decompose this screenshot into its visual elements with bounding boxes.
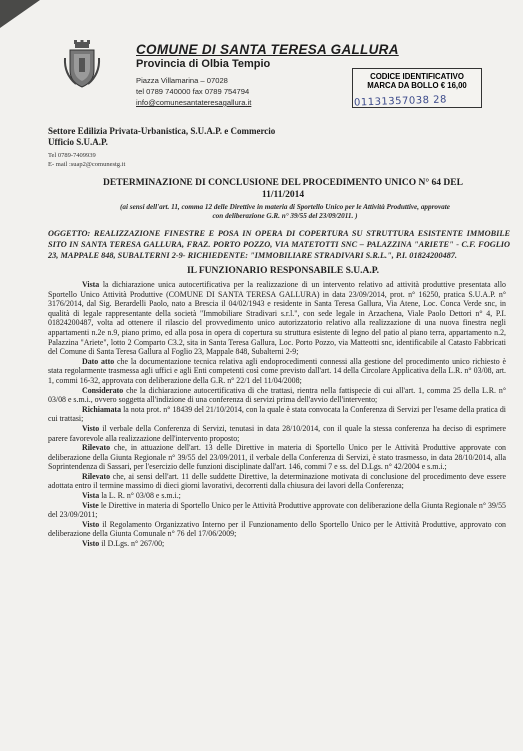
paragraph-lead: Considerato — [82, 385, 124, 395]
body-paragraph — [48, 424, 506, 443]
stamp-handwritten-code: 01131357038 28 — [353, 94, 448, 109]
body-paragraph — [48, 443, 506, 472]
subject-paragraph: OGGETTO: REALIZZAZIONE FINESTRE E POSA IN OPERA DI COPERTURA SU STRUTTURA ESISTENTE IMMOBILE SITO IN SANTA TERESA GALLURA, FRAZ. PORTO POZZO, VIA MATETOTTI SNC – PALAZZINA "ARIETE" - C.F. FOGLIO 23, MAPPALE 848, SUBALTERNI 2-9- RICHIEDENTE: "IMMOBILIARE STRADIVARI S.R.L.", P.I. 01824200487. — [48, 229, 510, 260]
comune-phone: tel 0789 740000 fax 0789 754794 — [136, 87, 250, 96]
body-paragraph — [48, 357, 506, 386]
paragraph-lead: Rilevato — [82, 471, 111, 481]
body-paragraph — [48, 520, 506, 539]
paragraph-text: la dichiarazione unica autocertificativa per la realizzazione di un intervento relativo ad attività produttive presentata allo Sportello Unico Attività Produttive (COMUNE DI SANTA TERESA GALLURA) in data 23/09/2014, prot. n° 16250, pratica S.U.A.P. n° 3176/2014, dal Sig. Berardelli Paolo, nato a Brescia il 04/02/1943 e residente in Santa Teresa Gallura, Via Atene, Loc. Conca Verde snc, in qualità di legale rappresentante della società "Immobiliare Stradivari s.r.l.", con sede legale in Arzachena, Viale Paolo Dettori n° 4, P.I. 01824200487, volta ad ottenere il rilascio del provvedimento unico autorizzatorio relativo alla realizzazione di una nuova finestra negli appartamenti n.2e n.9, piano primo, ed alla posa in opera di copertura su struttura esistente di legno del patio al piano terra, appartamento n.2, Palazzina "Ariete", lotto 2 Comparto C3.2, sita in Santa Teresa Gallura, Loc. Porto Pozzo, via Matteotti snc, identificabile al Catasto Fabbricati del Comune di Santa Teresa Gallura al Foglio 23, Mappale 848, Subalterni 2-9; — [48, 280, 506, 357]
body-paragraph — [48, 501, 506, 520]
body-paragraph — [48, 386, 506, 405]
paragraph-lead: Rilevato — [82, 443, 111, 453]
office-phone: Tel 0789-7409939 — [48, 152, 96, 159]
determination-date: 11/11/2014 — [261, 190, 305, 200]
comune-email-link[interactable]: info@comunesantateresagallura.it — [136, 98, 252, 107]
paragraph-lead: Visto — [82, 539, 100, 549]
paragraph-text: la L. R. n° 03/08 e s.m.i.; — [99, 491, 181, 501]
body-paragraph — [48, 491, 506, 501]
paragraph-lead: Vista — [82, 491, 100, 501]
paragraph-lead: Vista — [82, 280, 100, 289]
paragraph-text: il Regolamento Organizzativo Interno per il Funzionamento dello Sportello Unico per le Attività Produttive, approvato con deliberazione della Giunta Comunale n° 76 del 17/06/2009; — [48, 519, 506, 539]
paragraph-text: che la documentazione tecnica relativa agli endoprocedimenti connessi alla gestione del procedimento unico richiesto è stata regolarmente trasmessa agli uffici e agli Enti competenti così come previsto dall'art. 14 della Circolare Applicativa della L.R. n° 03/08, art. 1, commi 16-32, approvata con deliberazione della G.R. n° 22/1 del 11/04/2008; — [48, 356, 506, 385]
paragraph-lead: Visto — [82, 423, 100, 433]
paragraph-text: che la dichiarazione autocertificativa di che trattasi, rientra nella fattispecie di cui all'art. 1, comma 25 della L.R. n° 03/08 e s.m.i., ovvero soggetta all'indizione di una conferenza di servizi prima dell'avvio dell'intervento; — [48, 385, 506, 405]
paragraph-lead: Dato atto — [82, 356, 115, 366]
determination-title: DETERMINAZIONE DI CONCLUSIONE DEL PROCEDIMENTO UNICO N° 64 DEL — [103, 178, 463, 188]
paragraph-lead: Richiamata — [82, 404, 122, 414]
paragraph-text: che, ai sensi dell'art. 11 delle suddette Direttive, la determinazione motivata di conclusione del procedimento deve essere adottata entro il termine massimo di dieci giorni lavorativi, decorrenti dalla chiusura dei lavori della Conferenza; — [48, 471, 506, 491]
funzionario-heading: IL FUNZIONARIO RESPONSABILE S.U.A.P. — [186, 266, 380, 276]
paragraph-lead: Visto — [82, 519, 100, 529]
office-email: E- mail :suap2@comunestg.it — [48, 161, 126, 168]
body-paragraph — [48, 280, 506, 357]
office-sector: Settore Edilizia Privata-Urbanistica, S.U.A.P. e Commercio — [48, 126, 276, 136]
paragraph-text: il verbale della Conferenza di Servizi, tenutasi in data 28/10/2014, con il quale la stessa conferenza ha deciso di esprimere parere favorevole alla realizzazione dell'intervento proposto; — [48, 423, 506, 443]
stamp-value-label: MARCA DA BOLLO € 16,00 — [367, 81, 467, 90]
provincia-subtitle: Provincia di Olbia Tempio — [136, 58, 271, 70]
paragraph-text: la nota prot. n° 18439 del 21/10/2014, con la quale è stata convocata la Conferenza di Servizi per l'esame della pratica di cui trattasi; — [48, 404, 506, 424]
determination-subtitle-2: con deliberazione G.R. n° 39/55 del 23/09/2011. ) — [212, 212, 358, 220]
stamp-code-label: CODICE IDENTIFICATIVO — [370, 72, 464, 81]
paragraph-text: che, in attuazione dell'art. 13 delle Direttive in materia di Sportello Unico per le Attività Produttive approvate con deliberazione della Giunta Regionale n° 39/55 del 23/09/2011, il verbale della Conferenza di Servizi, è stato trasmesso, in data 28/10/2014, alla Soprintendenza di Sassari, per l'esercizio delle funzioni disciplinate dall'art. 146, commi 7 e ss. del D.Lgs. n° 42/2004 e s.m.i.; — [48, 443, 506, 472]
document-body — [48, 280, 506, 549]
paragraph-text: le Direttive in materia di Sportello Unico per le Attività Produttive approvate con deliberazione della Giunta Regionale n° 39/55 del 23/09/2011; — [48, 500, 506, 520]
determination-subtitle-1: (ai sensi dell'art. 11, comma 12 delle Direttive in materia di Sportello Unico per le Attività Produttive, approvate — [120, 203, 450, 211]
paragraph-text: il D.Lgs. n° 267/00; — [99, 539, 165, 549]
body-paragraph — [48, 472, 506, 491]
body-paragraph — [48, 539, 506, 549]
comune-title: COMUNE DI SANTA TERESA GALLURA — [136, 42, 399, 57]
paragraph-lead: Viste — [82, 500, 99, 510]
office-unit: Ufficio S.U.A.P. — [48, 137, 108, 147]
comune-address: Piazza Villamarina – 07028 — [136, 76, 228, 85]
municipal-crest-icon — [62, 40, 102, 90]
body-paragraph — [48, 405, 506, 424]
folded-corner — [0, 0, 40, 28]
